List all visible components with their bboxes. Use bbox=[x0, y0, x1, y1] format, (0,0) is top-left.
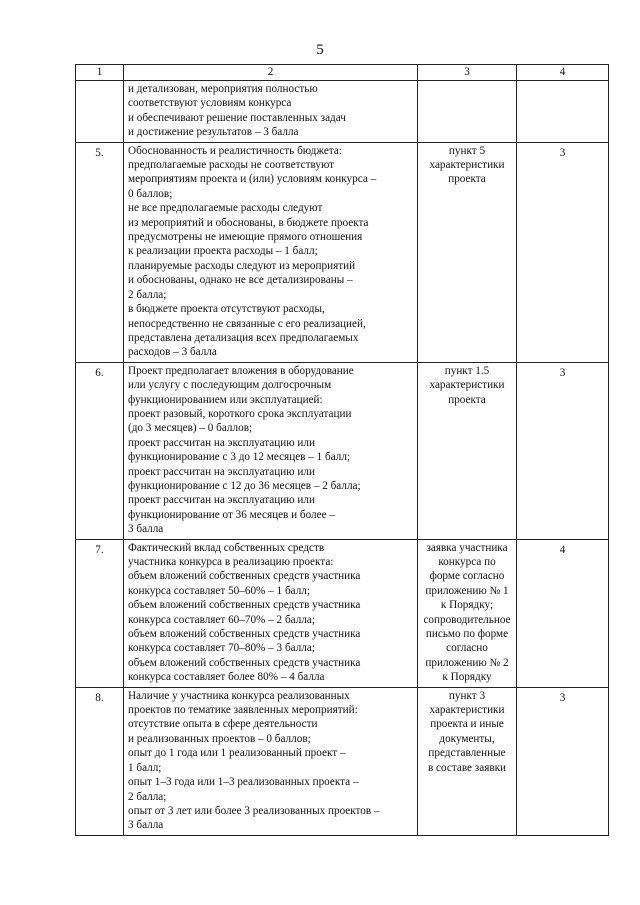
source-line: приложению № 2 bbox=[425, 656, 509, 669]
criterion-line: объем вложений собственных средств участника bbox=[128, 599, 361, 612]
criterion-line: планируемые расходы следуют из мероприятий bbox=[128, 259, 356, 272]
criterion-line: 0 баллов; bbox=[128, 187, 173, 200]
header-cell-1: 1 bbox=[76, 65, 124, 81]
source-line: заявка участника bbox=[426, 541, 508, 554]
source-line: к Порядку bbox=[442, 671, 492, 684]
source-line: согласно bbox=[446, 642, 488, 655]
header-cell-4: 4 bbox=[517, 65, 609, 81]
row-number: 5. bbox=[76, 142, 124, 362]
criterion-line: проект рассчитан на эксплуатацию или bbox=[128, 436, 315, 449]
criterion-line: (до 3 месяцев) – 0 баллов; bbox=[128, 422, 253, 435]
row-number bbox=[76, 81, 124, 143]
criteria-table bbox=[75, 64, 609, 836]
criterion-line: непосредственно не связанные с его реализацией, bbox=[128, 317, 366, 330]
criterion-line: и обоснованы, однако не все детализированы – bbox=[128, 274, 353, 287]
source-line: в составе заявки bbox=[427, 761, 507, 774]
criterion-line: объем вложений собственных средств участника bbox=[128, 570, 361, 583]
criterion-text bbox=[124, 362, 418, 539]
criterion-line: функционирование с 3 до 12 месяцев – 1 балл; bbox=[128, 451, 351, 464]
criterion-line: из мероприятий и обоснованы, в бюджете проекта bbox=[128, 216, 369, 229]
source-line: форме согласно bbox=[429, 570, 505, 583]
criterion-line: опыт до 1 года или 1 реализованный проект – bbox=[128, 747, 346, 760]
criterion-text bbox=[124, 687, 418, 835]
source-line: письмо по форме bbox=[425, 628, 509, 641]
criterion-line: участника конкурса в реализацию проекта: bbox=[128, 556, 334, 568]
criterion-text bbox=[124, 539, 418, 687]
criterion-line: или услугу с последующим долгосрочным bbox=[128, 379, 332, 392]
source-document bbox=[418, 687, 517, 835]
source-document bbox=[418, 81, 517, 143]
criterion-line: и детализован, мероприятия полностью bbox=[128, 83, 318, 95]
criterion-line: объем вложений собственных средств участника bbox=[128, 628, 361, 641]
criterion-line: отсутствие опыта в сфере деятельности bbox=[128, 718, 318, 731]
criterion-line: Наличие у участника конкурса реализованных bbox=[128, 689, 350, 702]
table-row bbox=[76, 362, 609, 539]
source-line: к Порядку; bbox=[440, 599, 494, 612]
source-line: конкурса по bbox=[438, 556, 496, 568]
criterion-line: 2 балла; bbox=[128, 288, 167, 301]
criterion-line: опыт от 3 лет или более 3 реализованных проектов – bbox=[128, 804, 380, 817]
table-row bbox=[76, 142, 609, 362]
source-line: характеристики bbox=[429, 379, 505, 392]
criterion-line: и обеспечивают решение поставленных задач bbox=[128, 111, 346, 124]
score: 3 bbox=[517, 362, 609, 539]
criterion-line: функционированием или эксплуатацией: bbox=[128, 393, 323, 406]
table-row bbox=[76, 539, 609, 687]
criterion-line: мероприятиям проекта и (или) условиям конкурса – bbox=[128, 173, 377, 186]
criterion-line: конкурса составляет 50–60% – 1 балл; bbox=[128, 584, 310, 597]
source-document bbox=[418, 142, 517, 362]
source-line: пункт 3 bbox=[448, 689, 486, 702]
row-number: 7. bbox=[76, 539, 124, 687]
criterion-line: Обоснованность и реалистичность бюджета: bbox=[128, 144, 342, 157]
source-line: проекта и иные bbox=[430, 718, 504, 731]
criterion-line: Проект предполагает вложения в оборудование bbox=[128, 364, 354, 377]
criterion-line: соответствуют условиям конкурса bbox=[128, 97, 292, 110]
criterion-line: конкурса составляет более 80% – 4 балла bbox=[128, 671, 325, 684]
source-document bbox=[418, 362, 517, 539]
criterion-text bbox=[124, 142, 418, 362]
criterion-line: конкурса составляет 60–70% – 2 балла; bbox=[128, 613, 315, 626]
criterion-line: 1 балл; bbox=[128, 761, 162, 774]
criterion-line: 2 балла; bbox=[128, 790, 167, 803]
criterion-line: Фактический вклад собственных средств bbox=[128, 541, 325, 554]
source-line: приложению № 1 bbox=[425, 584, 509, 597]
criterion-line: функционирование от 36 месяцев и более – bbox=[128, 508, 335, 521]
score: 3 bbox=[517, 687, 609, 835]
score bbox=[517, 81, 609, 143]
table-row bbox=[76, 81, 609, 143]
criterion-line: опыт 1–3 года или 1–3 реализованных проекта – bbox=[128, 776, 359, 789]
criterion-line: и достижение результатов – 3 балла bbox=[128, 126, 299, 139]
criterion-line: расходов – 3 балла bbox=[128, 346, 217, 359]
source-line: проекта bbox=[448, 393, 486, 406]
table-row bbox=[76, 687, 609, 835]
criterion-line: конкурса составляет 70–80% – 3 балла; bbox=[128, 642, 315, 655]
source-line: пункт 1.5 bbox=[444, 364, 490, 377]
score: 3 bbox=[517, 142, 609, 362]
criterion-line: 3 балла bbox=[128, 819, 164, 832]
criterion-line: предусмотрены не имеющие прямого отношения bbox=[128, 231, 363, 244]
criterion-line: объем вложений собственных средств участника bbox=[128, 656, 361, 669]
criterion-line: 3 балла bbox=[128, 523, 164, 536]
source-line: характеристики bbox=[429, 159, 505, 172]
page-number: 5 bbox=[316, 42, 324, 58]
criterion-line: проект рассчитан на эксплуатацию или bbox=[128, 494, 315, 507]
criterion-line: к реализации проекта расходы – 1 балл; bbox=[128, 245, 318, 258]
header-cell-2: 2 bbox=[124, 65, 418, 81]
source-line: сопроводительное bbox=[423, 613, 511, 626]
criterion-line: и реализованных проектов – 0 баллов; bbox=[128, 732, 311, 745]
criterion-line: проектов по тематике заявленных мероприятий: bbox=[128, 704, 358, 717]
source-line: документы, bbox=[439, 732, 495, 745]
source-document bbox=[418, 539, 517, 687]
source-line: представленные bbox=[428, 747, 506, 760]
source-line: пункт 5 bbox=[448, 144, 486, 157]
criterion-line: проект разовый, короткого срока эксплуатации bbox=[128, 407, 352, 420]
source-line: характеристики bbox=[429, 704, 505, 717]
row-number: 8. bbox=[76, 687, 124, 835]
row-number: 6. bbox=[76, 362, 124, 539]
score: 4 bbox=[517, 539, 609, 687]
source-line: проекта bbox=[448, 173, 486, 186]
criterion-line: представлена детализация всех предполагаемых bbox=[128, 331, 359, 344]
criterion-line: в бюджете проекта отсутствуют расходы, bbox=[128, 303, 325, 316]
criterion-line: функционирование с 12 до 36 месяцев – 2 балла; bbox=[128, 479, 361, 492]
criterion-text bbox=[124, 81, 418, 143]
criterion-line: проект рассчитан на эксплуатацию или bbox=[128, 465, 315, 478]
table-header-row bbox=[76, 65, 609, 81]
header-cell-3: 3 bbox=[418, 65, 517, 81]
criterion-line: не все предполагаемые расходы следуют bbox=[128, 202, 323, 215]
criterion-line: предполагаемые расходы не соответствуют bbox=[128, 159, 335, 172]
